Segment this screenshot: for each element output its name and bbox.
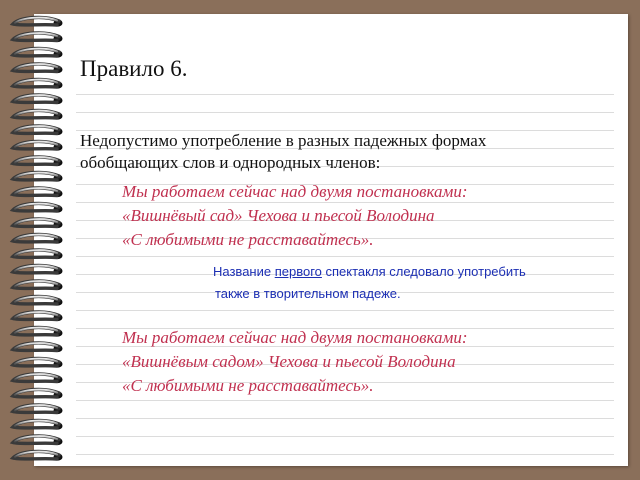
rule-text — [80, 130, 610, 174]
note-text-end: спектакля следовало употребить — [321, 264, 526, 279]
page-title: Правило 6. — [80, 56, 188, 81]
incorrect-example-line-3: «С любимыми не расставайтесь». — [122, 230, 374, 249]
correct-example-line-3: «С любимыми не расставайтесь». — [122, 376, 374, 395]
rule-line-2: обобщающих слов и однородных членов: — [80, 153, 381, 172]
incorrect-example-line-2: «Вишнёвый сад» Чехова и пьесой Володина — [122, 206, 435, 225]
incorrect-example-line-1: Мы работаем сейчас над двумя постановками: — [122, 182, 468, 201]
ruled-line — [76, 94, 614, 95]
ruled-line — [76, 436, 614, 437]
note-text-start: Название — [213, 264, 275, 279]
note-underlined-word: первого — [274, 264, 322, 279]
incorrect-example — [122, 180, 612, 252]
correct-example-line-1: Мы работаем сейчас над двумя постановками: — [122, 328, 468, 347]
ruled-line — [76, 454, 614, 455]
ruled-line — [76, 418, 614, 419]
correction-note — [213, 261, 613, 305]
ruled-line — [76, 400, 614, 401]
rule-line-1: Недопустимо употребление в разных падежных формах — [80, 131, 487, 150]
ruled-line — [76, 112, 614, 113]
ruled-line — [76, 256, 614, 257]
correct-example — [122, 326, 612, 398]
note-line-2: также в творительном падеже. — [215, 286, 401, 301]
correct-example-line-2: «Вишнёвым садом» Чехова и пьесой Володина — [122, 352, 456, 371]
note-line-1 — [213, 261, 613, 283]
ruled-line — [76, 310, 614, 311]
